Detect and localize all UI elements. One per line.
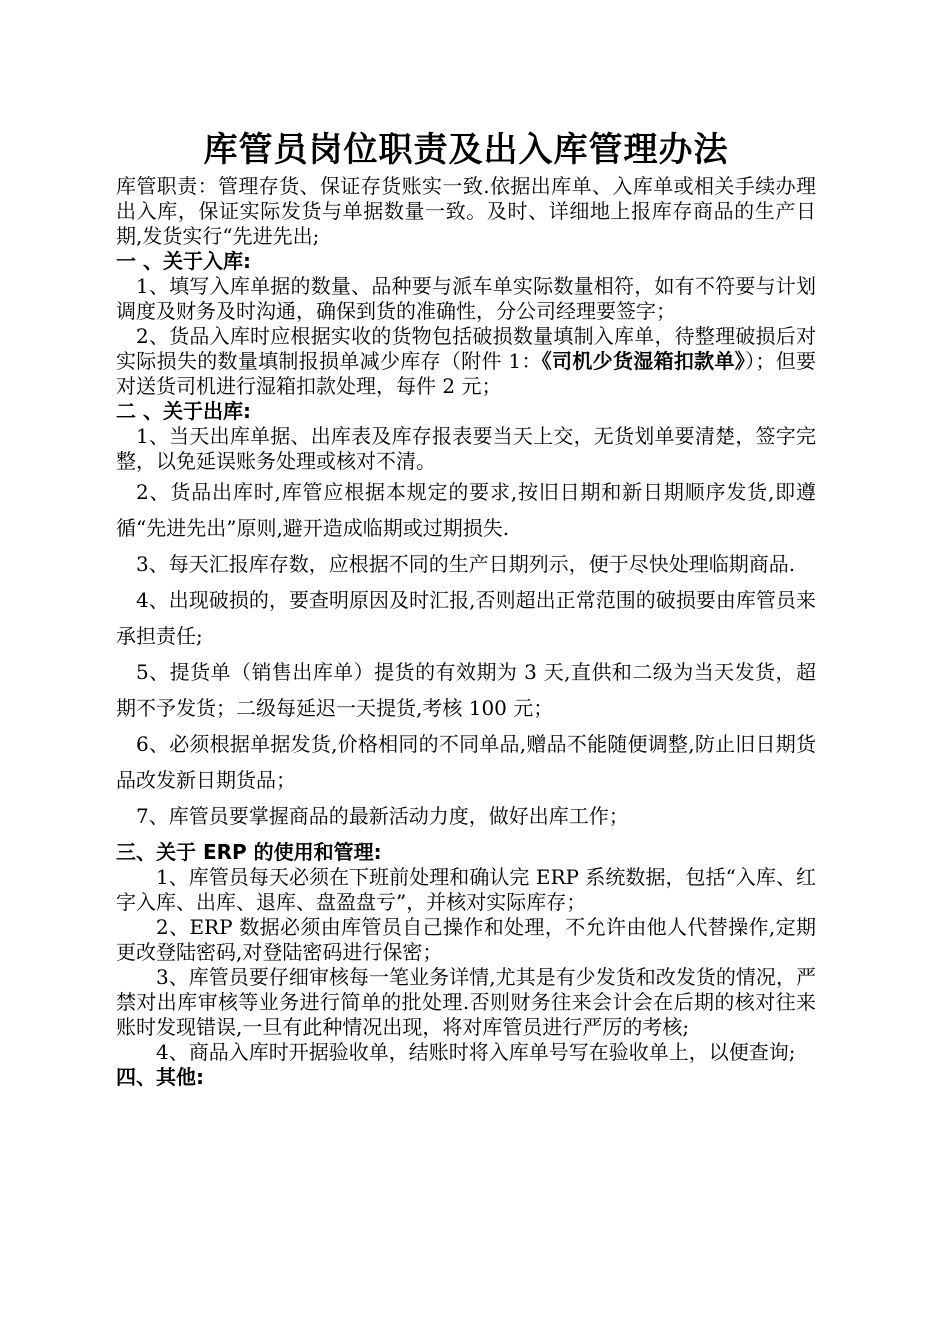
erp-item-4: 4、商品入库时开据验收单，结账时将入库单号写在验收单上，以便查询; bbox=[156, 1040, 796, 1064]
section-heading-erp: 三、关于 ERP 的使用和管理: bbox=[116, 840, 382, 864]
section-heading-outbound: 二 、关于出库: bbox=[116, 399, 251, 423]
outbound-item-4: 4、出现破损的，要查明原因及时汇报,否则超出正常范围的破损要由库管员来承担责任; bbox=[116, 588, 816, 648]
outbound-item-3: 3、每天汇报库存数，应根据不同的生产日期列示，便于尽快处理临期商品. bbox=[136, 552, 796, 576]
outbound-item-6: 6、必须根据单据发货,价格相同的不同单品,赠品不能随便调整,防止旧日期货品改发新日期货品； bbox=[116, 732, 816, 792]
attachment-title: 《司机少货湿箱扣款单》 bbox=[541, 349, 746, 373]
erp-item-1: 1、库管员每天必须在下班前处理和确认完 ERP 系统数据，包括“入库、红字入库、出库、退库、盘盈盘亏”，并核对实际库存； bbox=[116, 865, 816, 914]
section-heading-other: 四、其他: bbox=[116, 1065, 204, 1089]
outbound-item-2: 2、货品出库时,库管应根据本规定的要求,按旧日期和新日期顺序发货,即遵循“先进先出”原则,避开造成临期或过期损失. bbox=[116, 480, 816, 540]
outbound-item-7: 7、库管员要掌握商品的最新活动力度，做好出库工作； bbox=[136, 804, 629, 828]
inbound-item-2-tail: ）；但要对送货司机进行湿箱扣款处理，每件 2 元； bbox=[116, 349, 817, 398]
outbound-item-1: 1、当天出库单据、出库表及库存报表要当天上交，无货划单要清楚，签字完整，以免延误账务处理或核对不清。 bbox=[116, 424, 816, 473]
outbound-item-5: 5、提货单（销售出库单）提货的有效期为 3 天,直供和二级为当天发货，超期不予发货；二级每延迟一天提货,考核 100 元； bbox=[116, 660, 816, 720]
document-page bbox=[116, 128, 816, 1090]
inbound-item-2-text: 2、货品入库时应根据实收的货物包括破损数量填制入库单，待整理破损后对实际损失的数量填制报损单减少库存（附件 1： bbox=[116, 324, 816, 373]
intro-paragraph: 库管职责：管理存货、保证存货账实一致.依据出库单、入库单或相关手续办理出入库，保证实际发货与单据数量一致。及时、详细地上报库存商品的生产日期,发货实行“先进先出; bbox=[116, 174, 816, 248]
inbound-item-1: 1、填写入库单据的数量、品种要与派车单实际数量相符，如有不符要与计划调度及财务及时沟通，确保到货的准确性，分公司经理要签字； bbox=[116, 274, 816, 323]
section-heading-inbound: 一 、关于入库: bbox=[116, 249, 251, 273]
inbound-item-2 bbox=[116, 324, 816, 399]
erp-item-2: 2、ERP 数据必须由库管员自己操作和处理，不允许由他人代替操作,定期更改登陆密码,对登陆密码进行保密； bbox=[116, 915, 816, 964]
erp-item-3: 3、库管员要仔细审核每一笔业务详情,尤其是有少发货和改发货的情况，严禁对出库审核等业务进行简单的批处理.否则财务往来会计会在后期的核对往来账时发现错误,一旦有此种情况出现，将对库管员进行严厉的考核; bbox=[116, 965, 816, 1039]
document-title: 库管员岗位职责及出入库管理办法 bbox=[203, 130, 729, 170]
